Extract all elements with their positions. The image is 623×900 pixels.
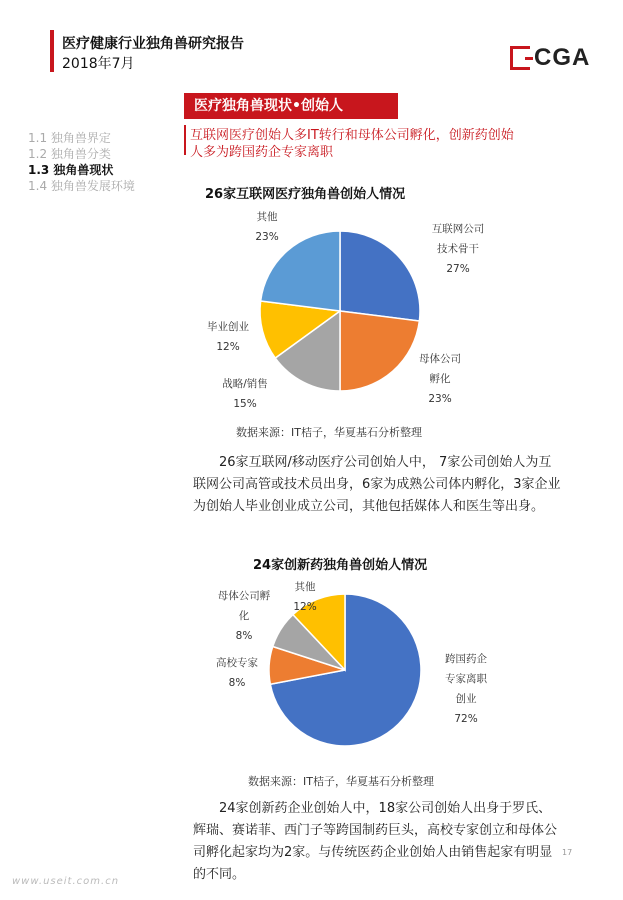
chart1-slice-percent: 23% (428, 393, 452, 405)
chart1-pie (0, 200, 623, 460)
chart2-slice-percent: 72% (454, 713, 478, 725)
chart1-slice-percent: 23% (255, 231, 279, 243)
chart2-slice-label: 母体公司孵 (217, 590, 271, 602)
chart2-slice-percent: 8% (235, 630, 253, 642)
watermark: www.useit.com.cn (12, 876, 120, 887)
chart1-slice (340, 231, 420, 321)
chart1-slice-percent: 27% (446, 263, 470, 275)
logo-text: CGA (534, 44, 591, 71)
chart1-slice-label: 互联网公司 (431, 223, 485, 235)
chart1-slice-label: 母体公司 (419, 353, 461, 365)
subtitle-accent-line (184, 125, 186, 155)
chart2-slice-label: 其他 (294, 581, 316, 593)
report-date: 2018年7月 (62, 56, 135, 72)
report-title: 医疗健康行业独角兽研究报告 (62, 36, 244, 52)
toc-item[interactable]: 1.4 独角兽发展环境 (28, 179, 135, 193)
page-number: 17 (562, 848, 573, 857)
toc-item[interactable]: 1.2 独角兽分类 (28, 147, 111, 161)
chart2-title: 24家创新药独角兽创始人情况 (253, 558, 428, 573)
chart2-slice-label: 跨国药企 (445, 653, 487, 665)
chart2-source: 数据来源：IT桔子，华夏基石分析整理 (248, 775, 434, 788)
toc-item[interactable]: 1.1 独角兽界定 (28, 131, 111, 145)
cga-logo (510, 44, 590, 72)
chart1-source: 数据来源：IT桔子，华夏基石分析整理 (236, 426, 422, 439)
chart2-pie (0, 570, 623, 770)
chart1-title: 26家互联网医疗独角兽创始人情况 (205, 187, 406, 202)
chart1-slice (261, 231, 340, 311)
paragraph-1: 26家互联网/移动医疗公司创始人中， 7家公司创始人为互联网公司高管或技术员出身，6家为成熟公司体内孵化，3家企业为创始人毕业创业成立公司，其他包括媒体人和医生等出身。 (193, 455, 561, 514)
chart1-slice-percent: 12% (216, 341, 240, 353)
section-title: 医疗独角兽现状•创始人 (184, 93, 398, 119)
chart1-slice-label: 毕业创业 (207, 321, 249, 333)
chart1-slice-label: 技术骨干 (437, 243, 479, 255)
paragraph-2: 24家创新药企业创始人中，18家公司创始人出身于罗氏、辉瑞、赛诺菲、西门子等跨国制药巨头，高校专家创立和母体公司孵化起家均为2家。与传统医药企业创始人由销售起家有明显的不同。 (193, 801, 558, 882)
chart2-slice-label: 化 (238, 610, 250, 622)
chart2-slice-percent: 12% (293, 601, 317, 613)
header-accent-bar (50, 30, 54, 72)
chart1-slice-percent: 15% (233, 398, 257, 410)
section-subtitle: 互联网医疗创始人多IT转行和母体公司孵化，创新药创始人多为跨国药企专家离职 (190, 128, 514, 160)
chart1-slice-label: 孵化 (429, 373, 451, 385)
chart1-slice-label: 战略/销售 (222, 378, 268, 390)
table-of-contents (28, 130, 135, 194)
toc-item-active[interactable]: 1.3 独角兽现状 (28, 163, 114, 177)
logo-mark-icon (510, 46, 530, 70)
chart1-slice-label: 其他 (256, 211, 278, 223)
chart2-slice-label: 创业 (455, 693, 477, 705)
chart2-slice-label: 专家离职 (445, 673, 487, 685)
chart1-slice (340, 311, 419, 391)
chart2-slice-percent: 8% (228, 677, 246, 689)
chart2-slice-label: 高校专家 (216, 657, 258, 669)
